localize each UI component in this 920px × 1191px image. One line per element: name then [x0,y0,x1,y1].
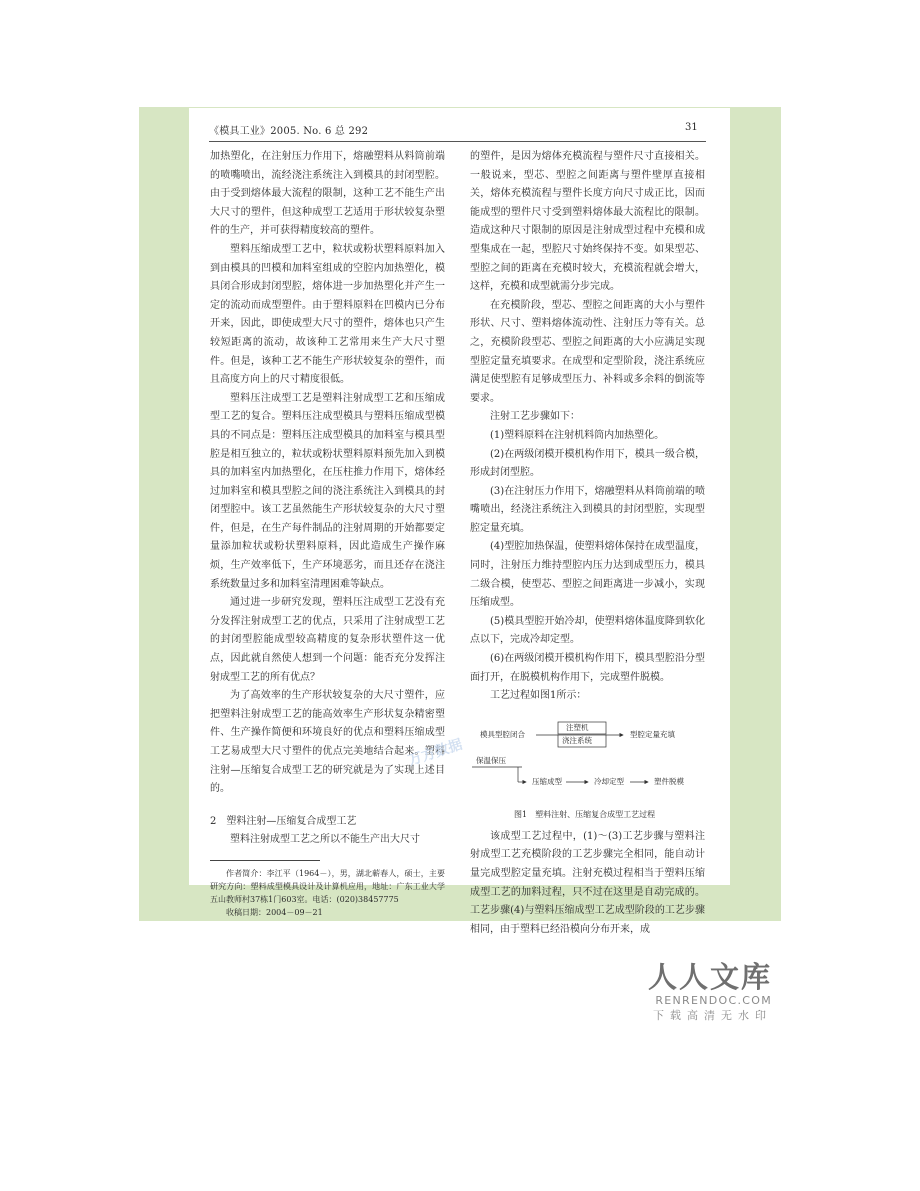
paragraph: 的塑件，是因为熔体充模流程与塑件尺寸直接相关。一般说来，型芯、型腔之间距离与塑件壁厚直接相关，熔体充模流程与塑件长度方向尺寸成正比，因而能成型的塑件尺寸受到塑料熔体最大流程比的限制。造成这种尺寸限制的原因是注射成型过程中充模和成型集成在一起，型腔尺寸始终保持不变。如果型芯、型腔之间的距离在充模时较大，充模流程就会增大，这样，充模和成型就需分步完成。 [470,151,705,293]
paragraph: 塑料压缩成型工艺中，粒状或粉状塑料原料加入到由模具的凹模和加料室组成的空腔内加热塑化，模具闭合形成封闭型腔，熔体进一步加热塑化并产生一定的流动而成型塑件。由于塑料原料在凹模内已分布开来，因此，即使成型大尺寸的塑件，熔体也只产生较短距离的流动，故该种工艺常用来生产大尺寸塑件。但是，该种工艺不能生产形状较复杂的塑件，而且高度方向上的尺寸精度很低。 [210,243,445,386]
paragraph: 在充模阶段，型芯、型腔之间距离的大小与塑件形状、尺寸、塑料熔体流动性、注射压力等有关。总之，充模阶段型芯、型腔之间距离的大小应满足实现型腔定量充填要求。在成型和定型阶段，浇注系统应满足使型腔有足够成型压力、补料或多余料的倒流等要求。 [470,299,705,404]
step-item: (6)在两级闭模开模机构作用下，模具型腔沿分型面打开，在脱模机构作用下，完成塑件脱模。 [470,653,705,683]
node-gating: 浇注系统 [562,735,592,745]
watermark-text: 万方数据 [406,736,465,770]
node-hold: 保温保压 [476,755,506,765]
step-item: (1)塑料原料在注射机料筒内加热塑化。 [490,429,665,441]
document-page [189,108,730,935]
brand-tagline: 下载高清无水印 [653,1009,772,1022]
node-injector: 注塑机 [566,722,589,732]
node-eject: 塑件脱模 [654,776,684,786]
figure-caption: 图1 塑料注射、压缩复合成型工艺过程 [514,809,656,819]
brand-name: 人人文库 [648,960,773,994]
section-heading: 2 塑料注射—压缩复合成型工艺 [210,815,357,827]
paragraph: 塑料压注成型工艺是塑料注射成型工艺和压缩成型工艺的复合。塑料压注成型模具与塑料压缩成型模具的不同点是：塑料压注成型模具的加料室与模具型腔是相互独立的，粒状或粉状塑料原料预先加入到模具的加料室内加热塑化，在压柱推力作用下，熔体经过加料室和模具型腔之间的浇注系统注入到模具的封闭型腔中。该工艺虽然能生产形状较复杂的大尺寸塑件，但是，在生产每件制品的注射周期的开始都要定量添加粒状或粉状塑料原料，因此造成生产操作麻烦，生产效率低下，生产环境恶劣，而且还存在浇注系统数量过多和加料室清理困难等缺点。 [210,392,445,590]
paragraph: 通过进一步研究发现，塑料压注成型工艺没有充分发挥注射成型工艺的优点，只采用了注射成型工艺的封闭型腔能成型较高精度的复杂形状塑件这一优点，因此就自然使人想到一个问题：能否充分发挥注射成型工艺的所有优点？ [210,597,445,683]
node-cool: 冷却定型 [594,776,624,786]
step-item: (5)模具型腔开始冷却，使塑料熔体温度降到软化点以下，完成冷却定型。 [470,615,705,646]
paragraph: 该成型工艺过程中，(1)～(3)工艺步骤与塑料注射成型工艺充模阶段的工艺步骤完全相同，能自动计量完成型腔定量充填。注射充模过程相当于塑料压缩成型工艺的加料过程，只不过在这里是自动完成的。工艺步骤(4)与塑料压缩成型工艺成型阶段的工艺步骤相同，由于塑料已经沿模向分布开来，成 [470,830,705,935]
brand-logo [648,960,772,1024]
paragraph: 为了高效率的生产形状较复杂的大尺寸塑件，应把塑料注射成型工艺的能高效率生产形状复杂精密塑件、生产操作简便和环境良好的优点和塑料压缩成型工艺易成型大尺寸塑件的优点完美地结合起来。塑料注射—压缩复合成型工艺的研究就是为了实现上述目的。 [210,690,445,795]
process-flow-diagram [470,714,705,826]
step-item: (2)在两级闭模开模机构作用下，模具一级合模，形成封闭型腔。 [470,448,705,479]
footnote-date: 收稿日期：2004－09－21 [226,907,323,917]
journal-header: 《模具工业》2005. No. 6 总 292 [209,126,369,137]
left-column [210,148,445,919]
steps-intro: 注射工艺步骤如下： [490,411,580,423]
figure-intro: 工艺过程如图1所示： [490,690,587,702]
right-column [470,148,705,939]
paragraph: 加热塑化，在注射压力作用下，熔融塑料从料筒前端的喷嘴喷出，流经浇注系统注入到模具的封闭型腔。由于受到熔体最大流程的限制，这种工艺不能生产出大尺寸的塑件，但这种成型工艺适用于形状较复杂塑件的生产，并可获得精度较高的塑件。 [210,151,445,237]
node-fill: 型腔定量充填 [630,729,675,739]
step-item: (3)在注射压力作用下，熔融塑料从料筒前端的喷嘴喷出，经浇注系统注入到模具的封闭型腔，实现型腔定量充填。 [470,485,705,534]
header-divider [209,141,706,142]
footnote-author: 作者简介：李江平（1964－），男，湖北蕲春人，硕士，主要研究方向：塑料成型模具设计及计算机应用，地址：广东工业大学五山教师村37栋1门603室。电话：(020)38457775 [210,868,445,904]
page-number: 31 [685,122,698,133]
node-compress: 压缩成型 [532,776,562,786]
step-item: (4)型腔加热保温，使塑料熔体保持在成型温度，同时，注射压力维持型腔内压力达到成型压力，模具二级合模，使型芯、型腔之间距离进一步减小，实现压缩成型。 [470,541,705,609]
node-mold-close: 模具型腔闭合 [480,729,525,739]
paragraph: 塑料注射成型工艺之所以不能生产出大尺寸 [230,834,420,846]
footnote-divider [210,860,320,861]
brand-url: RENRENDOC.COM [655,994,772,1007]
